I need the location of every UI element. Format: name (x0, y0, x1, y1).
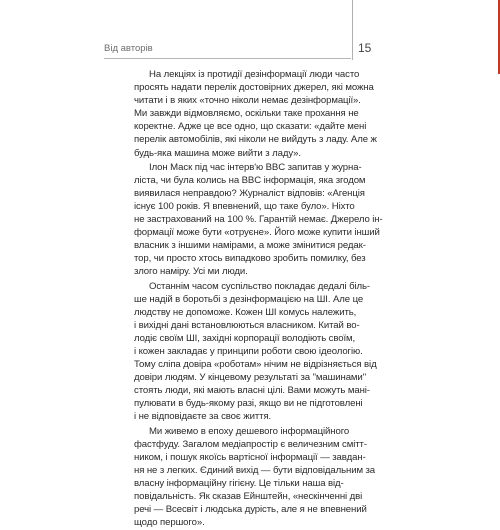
running-header: Від авторів (104, 43, 153, 54)
text-line: довіри людям. У кінцевому результаті за "машинами" (134, 372, 366, 384)
text-line: Ми завжди відмовляємо, оскільки таке прохання не (134, 108, 359, 120)
text-line: Ілон Маск під час інтерв'ю BBC запитав у журна- (149, 161, 362, 173)
text-line: Останнім часом суспільство покладає дедалі біль- (149, 280, 371, 292)
text-line: лодіє своїм ШІ, західні корпорації володіють своїм, (134, 332, 356, 344)
text-line: фастфуду. Загалом медіапростір є величезним смітт- (134, 438, 367, 450)
paragraph (134, 425, 382, 530)
text-line: будь-яка машина може вийти з ладу». (134, 147, 301, 159)
page-number: 15 (358, 41, 372, 55)
paragraph (134, 280, 382, 424)
text-line: формації може бути «отруєне». Його може купити інший (134, 227, 380, 239)
text-line: речі — Всесвіт і людська дурість, але я не впевнений (134, 504, 367, 516)
text-line: не застрахований на 100 %. Гарантій немає. Джерело ін- (134, 214, 383, 226)
text-line: людству не допоможе. Кожен ШІ комусь належить, (134, 306, 357, 318)
text-line: повідальність. Як сказав Ейнштейн, «нескінченні дві (134, 491, 363, 502)
text-line: і кожен закладає у принципи роботи свою ідеологію. (134, 345, 363, 357)
text-line: стоять люди, які мають власні цілі. Вами можуть мані- (134, 385, 370, 397)
text-line: щодо першого». (134, 517, 205, 529)
text-line: ше надій в боротьбі з дезінформацією на ШІ. Але це (134, 293, 364, 305)
text-line: ня не з легких. Єдиний вихід — бути відповідальним за (134, 464, 376, 476)
text-line: перелік автомобілів, які ніколи не вийдуть з ладу. Але ж (134, 134, 377, 146)
header-vertical-divider (352, 0, 353, 60)
text-line: коректне. Адже це все одно, що сказати: «дайте мені (134, 121, 367, 133)
text-line: власник з іншими намірами, а може змінитися редак- (134, 240, 366, 252)
text-line: просять надати перелік достовірних джерел, які можна (134, 82, 374, 94)
body-text (134, 68, 382, 530)
text-line: злого наміру. Усі ми люди. (134, 266, 248, 278)
paragraph (134, 68, 382, 160)
text-line: і не відповідаєте за своє життя. (134, 411, 272, 423)
text-line: власну інформаційну гігієну. Це тільки наша від- (134, 477, 344, 489)
text-line: Тому сліпа довіра «роботам» нічим не відрізняється від (134, 359, 377, 371)
text-line: На лекціях із протидії дезінформації люди часто (149, 69, 360, 80)
text-line: читати і в яких «точно ніколи немає дезінформації». (134, 95, 361, 107)
text-line: виявилася неправдою? Журналіст відповів: «Агенція (134, 187, 365, 199)
paragraph (134, 161, 382, 279)
text-line: пулювати в будь-якому разі, якщо ви не підготовлені (134, 398, 363, 410)
text-line: Ми живемо в епоху дешевого інформаційного (149, 425, 350, 437)
text-line: тор, чи просто хтось випадково зробить помилку, без (134, 253, 366, 265)
text-line: існує 100 років. Я впевнений, що таке було». Ніхто (134, 200, 355, 212)
text-line: ником, і пошук якоїсь вартісної інформації — завдан- (134, 451, 366, 463)
text-line: і вихідні дані встановлюються власником. Китай во- (134, 319, 360, 331)
text-line: ліста, чи була колись на BBC інформація, яка згодом (134, 174, 366, 186)
header-divider (104, 58, 351, 59)
